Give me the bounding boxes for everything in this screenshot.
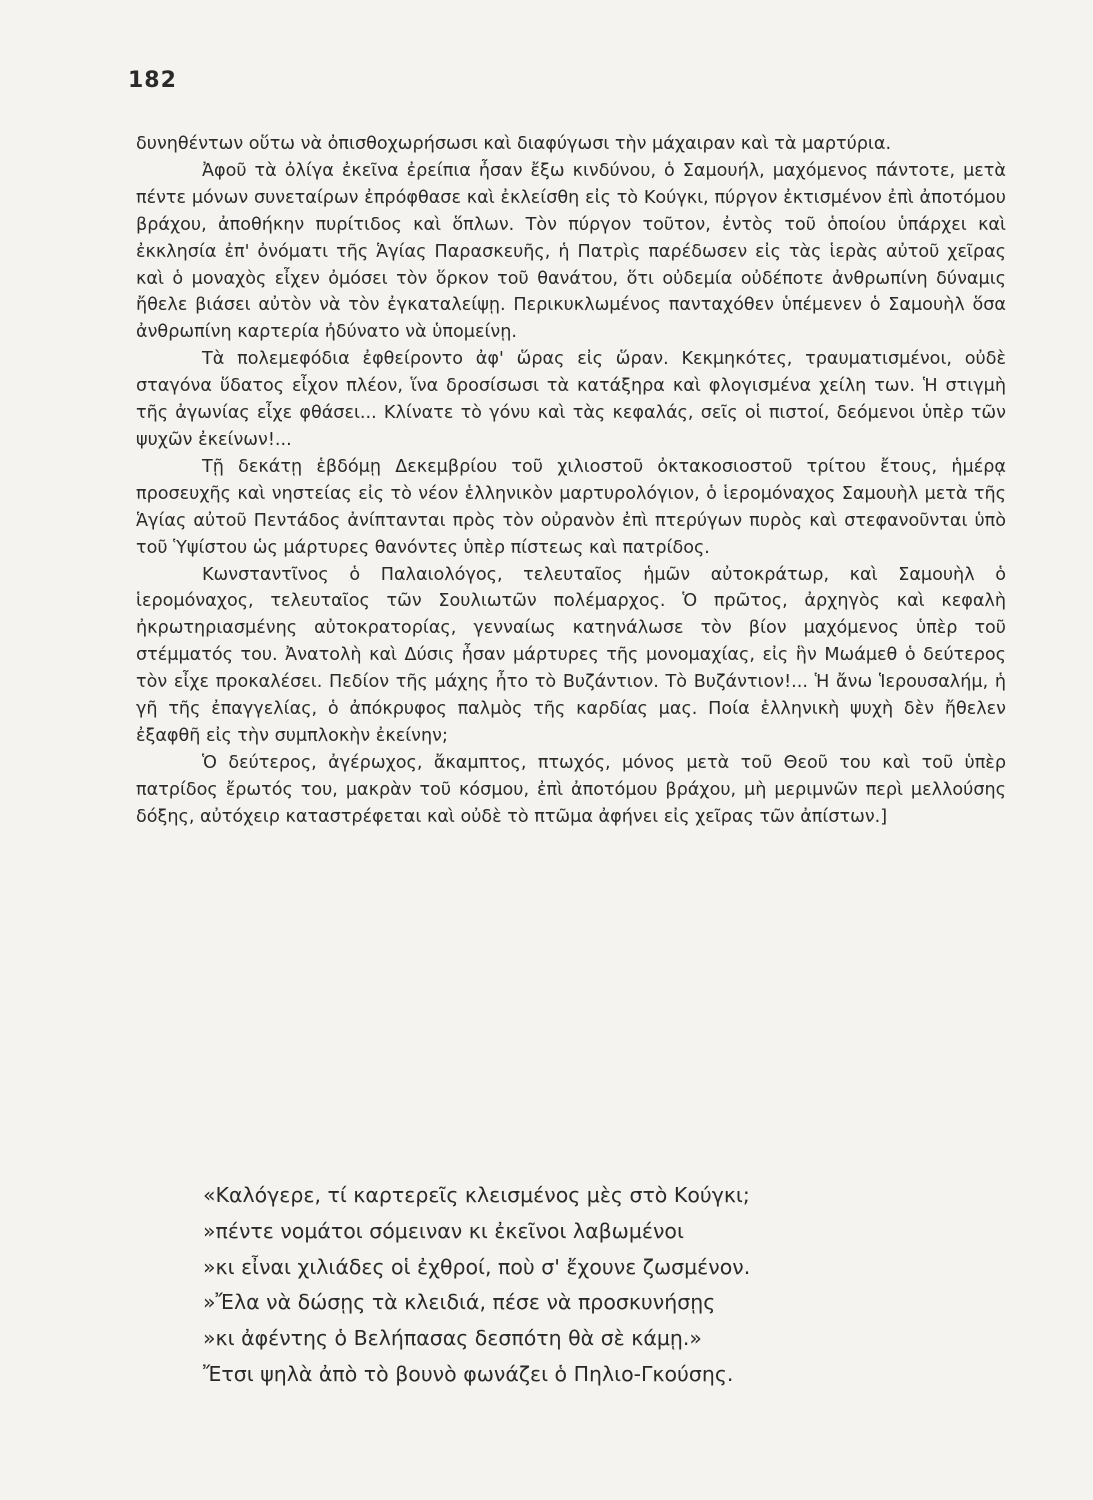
paragraph: Τὰ πολεμεφόδια ἐφθείροντο ἀφ' ὥρας εἰς ὥραν. Κεκμηκότες, τραυματισμένοι, οὐδὲ σταγόνα ὕδατος εἶχον πλέον, ἵνα δροσίσωσι τὰ κατάξηρα καὶ φλογισμένα χείλη των. Ἡ στιγμὴ τῆς ἀγωνίας εἶχε φθάσει... Κλίνατε τὸ γόνυ καὶ τὰς κεφαλάς, σεῖς οἱ πιστοί, δεόμενοι ὑπὲρ τῶν ψυχῶν ἐκείνων!... xyxy=(136,349,1006,450)
paragraph: Κωνσταντῖνος ὁ Παλαιολόγος, τελευταῖος ἡμῶν αὐτοκράτωρ, καὶ Σαμουὴλ ὁ ἱερομόναχος, τελευταῖος τῶν Σουλιωτῶν πολέμαρχος. Ὁ πρῶτος, ἀρχηγὸς καὶ κεφαλὴ ἠκρωτηριασμένης αὐτοκρατορίας, γενναίως κατηνάλωσε τὸν βίον μαχόμενος ὑπὲρ τοῦ στέμματός του. Ἀνατολὴ καὶ Δύσις ἦσαν μάρτυρες τῆς μονομαχίας, εἰς ἣν Μωάμεθ ὁ δεύτερος τὸν εἶχε προκαλέσει. Πεδίον τῆς μάχης ἦτο τὸ Βυζάντιον. Τὸ Βυζάντιον!... Ἡ ἄνω Ἱερουσαλήμ, ἡ γῆ τῆς ἐπαγγελίας, ὁ ἀπόκρυφος παλμὸς τῆς καρδίας μας. Ποία ἑλληνικὴ ψυχὴ δὲν ἤθελεν ἐξαφθῆ εἰς τὴν συμπλοκὴν ἐκείνην; xyxy=(136,564,1006,746)
page-number: 182 xyxy=(128,68,177,93)
poem xyxy=(203,1178,1003,1393)
body-text xyxy=(136,131,1006,831)
poem-line: »Ἔλα νὰ δώσῃς τὰ κλειδιά, πέσε νὰ προσκυνήσῃς xyxy=(203,1290,716,1315)
poem-line: »κι εἶναι χιλιάδες οἱ ἐχθροί, ποὺ σ' ἔχουνε ζωσμένον. xyxy=(203,1254,751,1279)
poem-line: »κι ἀφέντης ὁ Βελήπασας δεσπότη θὰ σὲ κάμῃ.» xyxy=(203,1326,702,1351)
paragraph: δυνηθέντων οὕτω νὰ ὀπισθοχωρήσωσι καὶ διαφύγωσι τὴν μάχαιραν καὶ τὰ μαρτύρια. xyxy=(136,134,892,154)
poem-line: «Καλόγερε, τί καρτερεῖς κλεισμένος μὲς στὸ Κούγκι; xyxy=(203,1183,750,1207)
poem-line: Ἔτσι ψηλὰ ἀπὸ τὸ βουνὸ φωνάζει ὁ Πηλιο-Γκούσης. xyxy=(203,1361,734,1386)
paragraph: Ὁ δεύτερος, ἀγέρωχος, ἄκαμπτος, πτωχός, μόνος μετὰ τοῦ Θεοῦ του καὶ τοῦ ὑπὲρ πατρίδος ἔρωτός του, μακρὰν τοῦ κόσμου, ἐπὶ ἀποτόμου βράχου, μὴ μεριμνῶν περὶ μελλούσης δόξης, αὐτόχειρ καταστρέφεται καὶ οὐδὲ τὸ πτῶμα ἀφήνει εἰς χεῖρας τῶν ἀπίστων.] xyxy=(136,752,1006,827)
poem-line: »πέντε νομάτοι σόμειναν κι ἐκεῖνοι λαβωμένοι xyxy=(203,1218,684,1243)
paragraph: Τῇ δεκάτῃ ἑβδόμῃ Δεκεμβρίου τοῦ χιλιοστοῦ ὀκτακοσιοστοῦ τρίτου ἔτους, ἡμέρᾳ προσευχῆς καὶ νηστείας εἰς τὸ νέον ἑλληνικὸν μαρτυρολόγιον, ὁ ἱερομόναχος Σαμουὴλ μετὰ τῆς Ἁγίας αὐτοῦ Πεντάδος ἀνίπτανται πρὸς τὸν οὐρανὸν ἐπὶ πτερύγων πυρὸς καὶ στεφανοῦνται ὑπὸ τοῦ Ὑψίστου ὡς μάρτυρες θανόντες ὑπὲρ πίστεως καὶ πατρίδος. xyxy=(136,456,1006,558)
paragraph: Ἀφοῦ τὰ ὀλίγα ἐκεῖνα ἐρείπια ἦσαν ἔξω κινδύνου, ὁ Σαμουήλ, μαχόμενος πάντοτε, μετὰ πέντε μόνων συνεταίρων ἐπρόφθασε καὶ ἐκλείσθη εἰς τὸ Κούγκι, πύργον ἐκτισμένον ἐπὶ ἀποτόμου βράχου, ἀποθήκην πυρίτιδος καὶ ὅπλων. Τὸν πύργον τοῦτον, ἐντὸς τοῦ ὁποίου ὑπάρχει καὶ ἐκκλησία ἐπ' ὀνόματι τῆς Ἁγίας Παρασκευῆς, ἡ Πατρὶς παρέδωσεν εἰς τὰς ἱερὰς αὐτοῦ χεῖρας καὶ ὁ μοναχὸς εἶχεν ὀμόσει τὸν ὅρκον τοῦ θανάτου, ὅτι οὐδεμία οὐδέποτε ἀνθρωπίνη δύναμις ἤθελε βιάσει αὐτὸν νὰ τὸν ἐγκαταλείψῃ. Περικυκλωμένος πανταχόθεν ὑπέμενεν ὁ Σαμουὴλ ὅσα ἀνθρωπίνη καρτερία ἠδύνατο νὰ ὑπομείνῃ. xyxy=(136,160,1006,343)
